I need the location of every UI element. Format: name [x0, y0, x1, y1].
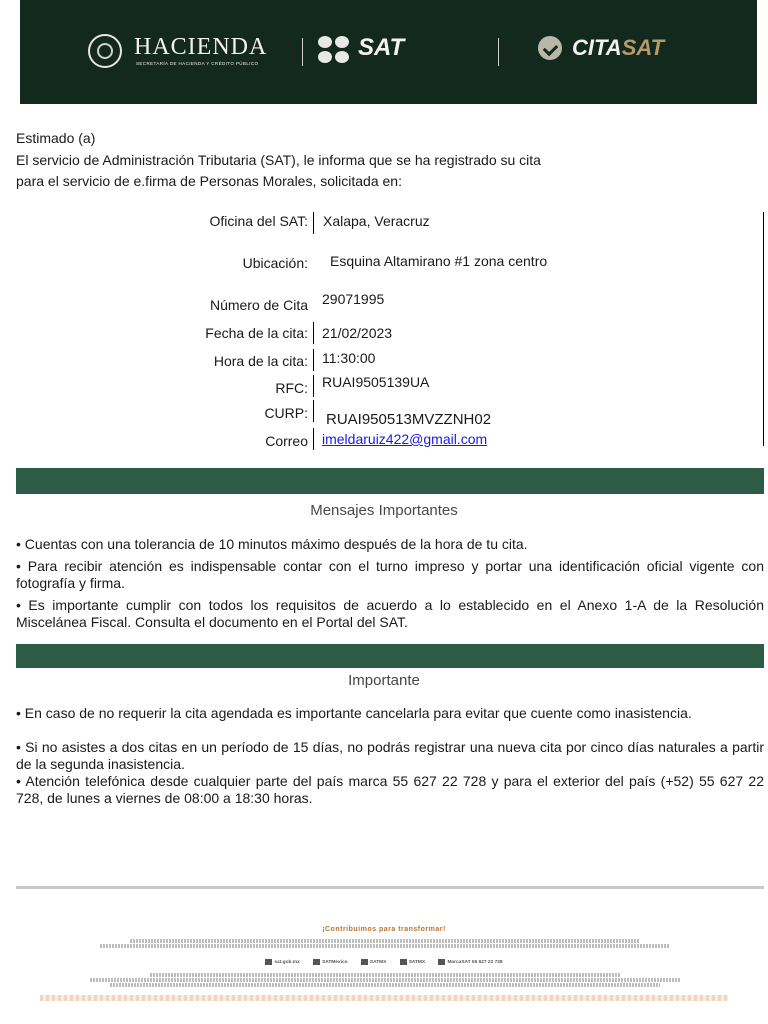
- youtube-icon: [400, 959, 407, 965]
- footer-divider: [16, 886, 764, 889]
- social-link[interactable]: SATMX: [361, 960, 386, 965]
- section-title-mensajes: Mensajes Importantes: [310, 502, 458, 519]
- mensaje-item: • Para recibir atención es indispensable contar con el turno impreso y portar una identificación oficial vigente con fotografía y firma.: [16, 558, 764, 591]
- facebook-icon: [313, 959, 320, 965]
- label-oficina: Oficina del SAT:: [209, 213, 308, 229]
- section-bar-mensajes: [16, 468, 764, 494]
- separator: [313, 322, 314, 344]
- footer-social-links: [0, 959, 768, 965]
- footer-legal-text: [90, 972, 680, 988]
- label-fecha: Fecha de la cita:: [205, 325, 308, 341]
- sat-logo: SAT: [358, 34, 405, 61]
- twitter-icon: [361, 959, 368, 965]
- value-rfc: RUAI9505139UA: [322, 374, 430, 390]
- label-numero-cita: Número de Cita: [209, 297, 308, 313]
- separator: [313, 400, 314, 422]
- social-link[interactable]: SATMX: [400, 960, 425, 965]
- label-correo: Correo: [265, 433, 308, 449]
- details-right-border: [763, 212, 764, 446]
- importante-item: • Si no asistes a dos citas en un período de 15 días, no podrás registrar una nueva cita por cinco días naturales a partir de la segunda inasistencia.: [16, 739, 764, 772]
- label-ubicacion: Ubicación:: [242, 255, 308, 271]
- logo-divider: [498, 38, 499, 66]
- social-link[interactable]: SATMexico: [313, 960, 348, 965]
- separator: [313, 375, 314, 397]
- importante-item: • En caso de no requerir la cita agendada es importante cancelarla para evitar que cuente como inasistencia.: [16, 705, 692, 721]
- label-curp: CURP:: [264, 405, 308, 421]
- footer-slogan: ¡Contribuimos para transformar!: [322, 926, 446, 933]
- value-curp: RUAI950513MVZZNH02: [326, 411, 492, 428]
- value-ubicacion: Esquina Altamirano #1 zona centro: [330, 253, 548, 269]
- citasat-check-icon: [538, 36, 562, 60]
- email-link[interactable]: imeldaruiz422@gmail.com: [322, 431, 488, 447]
- intro-paragraph: [16, 150, 656, 192]
- value-numero-cita: 29071995: [322, 291, 385, 307]
- sat-dots-icon: [318, 36, 352, 64]
- header-banner: [20, 0, 757, 104]
- mensaje-item: • Cuentas con una tolerancia de 10 minutos máximo después de la hora de tu cita.: [16, 536, 528, 552]
- separator: [313, 212, 314, 234]
- footer-decorative-stripe: [40, 995, 728, 1001]
- logo-divider: [302, 38, 303, 66]
- social-link[interactable]: MarcaSAT 55 627 22 728: [438, 960, 502, 965]
- hacienda-seal-icon: [88, 34, 122, 68]
- hacienda-logo: HACIENDA: [134, 34, 268, 60]
- label-rfc: RFC:: [275, 380, 308, 396]
- intro-line: para el servicio de e.firma de Personas Morales, solicitada en:: [16, 173, 402, 189]
- value-hora: 11:30:00: [322, 350, 376, 366]
- section-title-importante: Importante: [348, 672, 420, 689]
- separator: [313, 349, 314, 371]
- web-icon: [265, 959, 272, 965]
- importante-item: • Atención telefónica desde cualquier parte del país marca 55 627 22 728 y para el exterior del país (+52) 55 627 22 728, de lunes a viernes de 08:00 a 18:30 horas.: [16, 773, 764, 806]
- value-oficina: Xalapa, Veracruz: [323, 213, 430, 229]
- intro-line: El servicio de Administración Tributaria (SAT), le informa que se ha registrado su cita: [16, 152, 541, 168]
- section-bar-importante: [16, 644, 764, 668]
- mensaje-item: • Es importante cumplir con todos los requisitos de acuerdo a lo establecido en el Anexo 1-A de la Resolución Miscelánea Fiscal. Consulta el documento en el Portal del SAT.: [16, 597, 764, 630]
- separator: [313, 428, 314, 450]
- label-hora: Hora de la cita:: [213, 353, 308, 369]
- hacienda-subtitle: SECRETARÍA DE HACIENDA Y CRÉDITO PÚBLICO: [136, 61, 259, 66]
- greeting: Estimado (a): [16, 130, 96, 146]
- marcasat-icon: [438, 959, 445, 965]
- value-fecha: 21/02/2023: [322, 325, 393, 341]
- footer-fine-print: [90, 938, 680, 949]
- social-link[interactable]: sat.gob.mx: [265, 960, 299, 965]
- citasat-logo: CITASAT: [572, 35, 665, 60]
